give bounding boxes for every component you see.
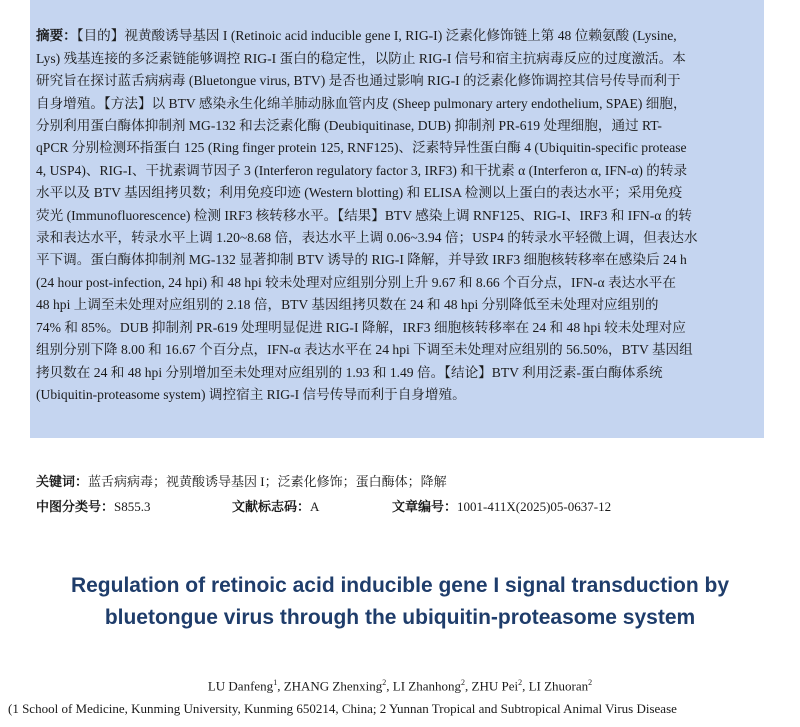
keywords-label: 关键词：	[36, 474, 89, 489]
clc-number	[36, 498, 151, 516]
author-name: LI Zhanhong	[392, 678, 461, 694]
english-title	[40, 570, 760, 634]
abstract-line: 组别分别下降 8.00 和 16.67 个百分点，IFN-α 表达水平在 24 hpi 下调至未处理对应组别的 56.50%，BTV 基因组	[36, 342, 693, 358]
abstract-line: (24 hour post-infection, 24 hpi) 和 48 hpi 较未处理对应组别分别上升 9.67 和 8.66 个百分点，IFN-α 表达水平在	[36, 274, 676, 290]
abstract-line: 研究旨在探讨蓝舌病病毒 (Bluetongue virus, BTV) 是否也通过影响 RIG-I 的泛素化修饰调控其信号传导而利于	[36, 73, 681, 89]
abstract-line: (Ubiquitin-proteasome system) 调控宿主 RIG-I 信号传导而利于自身增殖。	[36, 386, 466, 402]
abstract-line: 48 hpi 上调至未处理对应组别的 2.18 倍，BTV 基因组拷贝数在 24 和 48 hpi 分别降低至未处理对应组别的	[36, 297, 659, 313]
author-affiliation-mark: 2	[518, 678, 523, 687]
doc-code-value: A	[310, 499, 320, 514]
english-title-line: Regulation of retinoic acid inducible gene I signal transduction by	[70, 574, 730, 597]
abstract-line: 74% 和 85%。DUB 抑制剂 PR-619 处理明显促进 RIG-I 降解，IRF3 细胞核转移率在 24 和 48 hpi 较未处理对应	[36, 319, 686, 335]
author-name: LU Danfeng	[207, 678, 274, 694]
keywords	[36, 473, 447, 491]
abstract-line: qPCR 分别检测环指蛋白 125 (Ring finger protein 125, RNF125)、泛素特异性蛋白酶 4 (Ubiquitin-specific protease	[36, 140, 687, 156]
article-no-value: 1001-411X(2025)05-0637-12	[457, 499, 612, 514]
abstract-line: 水平以及 BTV 基因组拷贝数；利用免疫印迹 (Western blotting) 和 ELISA 检测以上蛋白的表达水平；采用免疫	[36, 185, 683, 201]
abstract-line: Lys) 残基连接的多泛素链能够调控 RIG-I 蛋白的稳定性，以防止 RIG-I 信号和宿主抗病毒反应的过度激活。本	[36, 50, 686, 66]
article-number	[392, 498, 611, 516]
abstract-line: 分别利用蛋白酶体抑制剂 MG-132 和去泛素化酶 (Deubiquitinase, DUB) 抑制剂 PR-619 处理细胞，通过 RT-	[36, 118, 662, 134]
author-affiliation-mark: 2	[461, 678, 465, 687]
abstract-line: 荧光 (Immunofluorescence) 检测 IRF3 核转移水平。【结果】BTV 感染上调 RNF125、RIG-I、IRF3 和 IFN-α 的转	[36, 207, 692, 223]
clc-label: 中图分类号：	[36, 499, 115, 514]
author-name: ZHANG Zhenxing	[283, 678, 383, 694]
abstract-line: 自身增殖。【方法】以 BTV 感染永生化绵羊肺动脉血管内皮 (Sheep pulmonary artery endothelium, SPAE) 细胞，	[36, 95, 687, 111]
english-title-line: bluetongue virus through the ubiquitin-proteasome system	[104, 606, 696, 629]
abstract-line: 平下调。蛋白酶体抑制剂 MG-132 显著抑制 BTV 诱导的 RIG-I 降解，并导致 IRF3 细胞核转移率在感染后 24 h	[36, 252, 687, 268]
author-affiliation-mark: 2	[588, 678, 593, 687]
keywords-value: 蓝舌病病毒；视黄酸诱导基因 I；泛素化修饰；蛋白酶体；降解	[88, 474, 447, 489]
abstract-line: 录和表达水平，转录水平上调 1.20~8.68 倍，表达水平上调 0.06~3.94 倍；USP4 的转录水平轻微上调，但表达水	[36, 230, 698, 246]
abstract-line: 拷贝数在 24 和 48 hpi 分别增加至未处理对应组别的 1.93 和 1.49 倍。【结论】BTV 利用泛素-蛋白酶体系统	[36, 364, 663, 380]
author-list: LU Danfeng$^1$, ZHANG Zhenxing$^2$, LI Zhanhong$^2$, ZHU Pei$^2$, LI Zhuoran$^2$	[207, 678, 593, 694]
author-affiliation-mark: 1	[273, 678, 278, 687]
author-name: LI Zhuoran	[528, 678, 589, 694]
doc-code-label: 文献标志码：	[232, 499, 311, 514]
author-name: ZHU Pei	[471, 678, 519, 694]
document-code	[232, 498, 319, 516]
abstract	[36, 3, 762, 406]
affiliation: (1 School of Medicine, Kunming University, Kunming 650214, China; 2 Yunnan Tropical and Subtropical Animal Virus Disease	[8, 701, 677, 716]
clc-value: S855.3	[114, 499, 151, 514]
author-affiliation-mark: 2	[382, 678, 387, 687]
article-no-label: 文章编号：	[392, 499, 458, 514]
abstract-line: 【目的】视黄酸诱导基因 I (Retinoic acid inducible gene I, RIG-I) 泛素化修饰链上第 48 位赖氨酸 (Lysine,	[76, 28, 677, 44]
abstract-label: 摘要：	[36, 28, 77, 44]
abstract-line: 4, USP4)、RIG-I、干扰素调节因子 3 (Interferon regulatory factor 3, IRF3) 和干扰素 α (Interferon α, IFN-α) 的转录	[36, 162, 688, 178]
